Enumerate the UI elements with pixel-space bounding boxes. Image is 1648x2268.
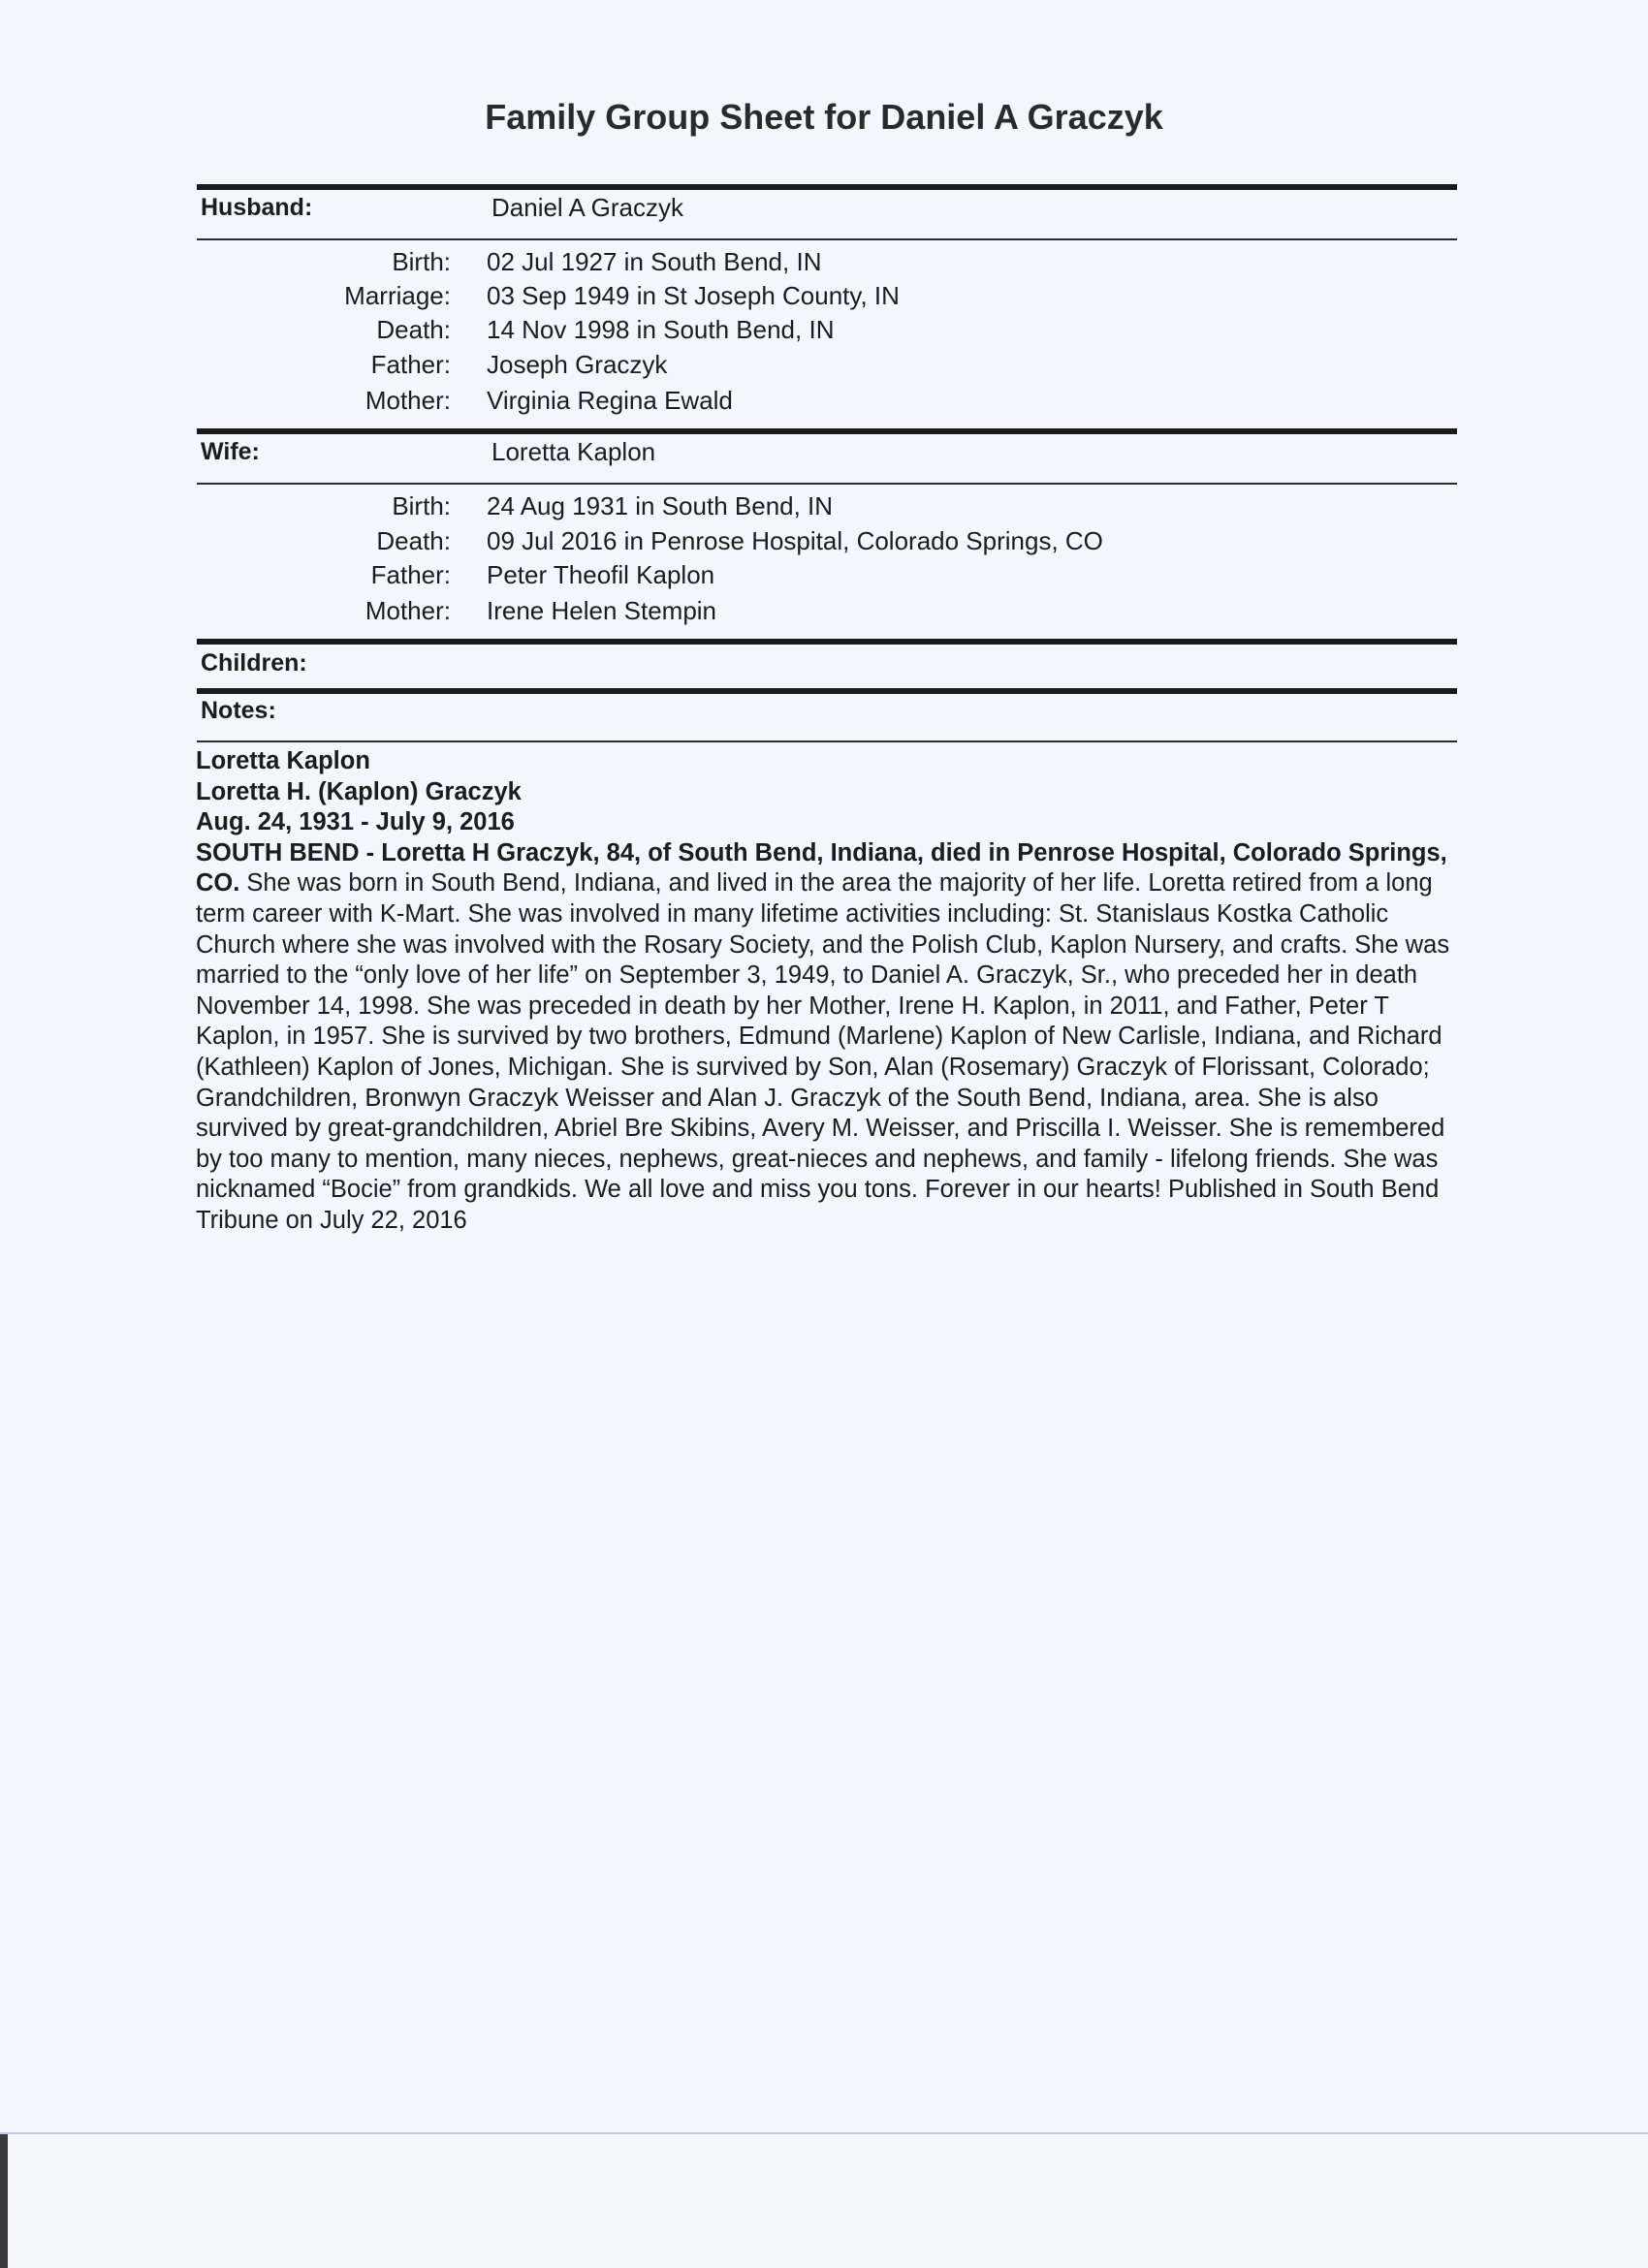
children-label: Children: [201,649,307,677]
wife-name: Loretta Kaplon [491,437,656,466]
wife-father-value: Peter Theofil Kaplon [487,560,715,589]
notes-heading-name: Loretta Kaplon [196,747,370,774]
wife-mother-label: Mother: [364,596,451,625]
husband-birth-value: 02 Jul 1927 in South Bend, IN [487,247,822,276]
husband-mother-label: Mother: [364,386,451,415]
wife-father-label: Father: [370,560,451,589]
page-title: Family Group Sheet for Daniel A Graczyk [485,97,1163,137]
scan-bottom-edge [0,2132,1648,2268]
notes-label: Notes: [201,697,276,724]
wife-death-label: Death: [376,526,451,555]
wife-label: Wife: [201,438,260,465]
husband-name: Daniel A Graczyk [491,193,683,222]
husband-father-label: Father: [370,350,451,379]
husband-father-value: Joseph Graczyk [487,350,668,379]
husband-death-value: 14 Nov 1998 in South Bend, IN [487,315,835,344]
obituary-lead: SOUTH BEND - Loretta H Graczyk, 84, of South Bend, Indiana, died in Penrose Hospital, Colorado Springs, CO. [196,838,1447,898]
wife-birth-label: Birth: [392,491,451,520]
notes-text [196,746,1466,1237]
wife-mother-value: Irene Helen Stempin [487,596,717,625]
obituary-paragraph [196,838,1466,1237]
section-divider [197,428,1457,434]
husband-mother-value: Virginia Regina Ewald [487,386,733,415]
notes-heading-dates: Aug. 24, 1931 - July 9, 2016 [196,808,515,836]
husband-label: Husband: [201,194,313,221]
section-divider [197,483,1457,485]
wife-death-value: 09 Jul 2016 in Penrose Hospital, Colorado Springs, CO [487,526,1103,555]
section-divider [197,639,1457,645]
scan-shadow [0,2134,8,2268]
husband-marriage-value: 03 Sep 1949 in St Joseph County, IN [487,281,900,310]
husband-marriage-label: Marriage: [344,281,451,310]
section-divider [197,740,1457,742]
section-divider [197,688,1457,694]
husband-death-label: Death: [376,315,451,344]
obituary-body: She was born in South Bend, Indiana, and lived in the area the majority of her life. Loretta retired from a long term career with K-Mart. She was involved in many lifetime activities including: St. Stanislaus Kostka Catholic Church where she was involved with the Rosary Society, and the Polish Club, Kaplon Nursery, and crafts. She was married to the “only love of her life” on September 3, 1949, to Daniel A. Graczyk, Sr., who preceded her in death November 14, 1998. She was preceded in death by her Mother, Irene H. Kaplon, in 2011, and Father, Peter T Kaplon, in 1957. She is survived by two brothers, Edmund (Marlene) Kaplon of New Carlisle, Indiana, and Richard (Kathleen) Kaplon of Jones, Michigan. She is survived by Son, Alan (Rosemary) Graczyk of Florissant, Colorado; Grandchildren, Bronwyn Graczyk Weisser and Alan J. Graczyk of the South Bend, Indiana, area. She is also survived by great-grandchildren, Abriel Bre Skibins, Avery M. Weisser, and Priscilla I. Weisser. She is remembered by too many to mention, many nieces, nephews, great-nieces and nephews, and family - lifelong friends. She was nicknamed “Bocie” from grandkids. We all love and miss you tons. Forever in our hearts! Published in South Bend Tribune on July 22, 2016 [196,869,1450,1234]
husband-birth-label: Birth: [392,247,451,276]
section-divider [197,238,1457,240]
notes-heading-fullname: Loretta H. (Kaplon) Graczyk [196,777,522,805]
section-divider [197,184,1457,190]
wife-birth-value: 24 Aug 1931 in South Bend, IN [487,491,834,520]
